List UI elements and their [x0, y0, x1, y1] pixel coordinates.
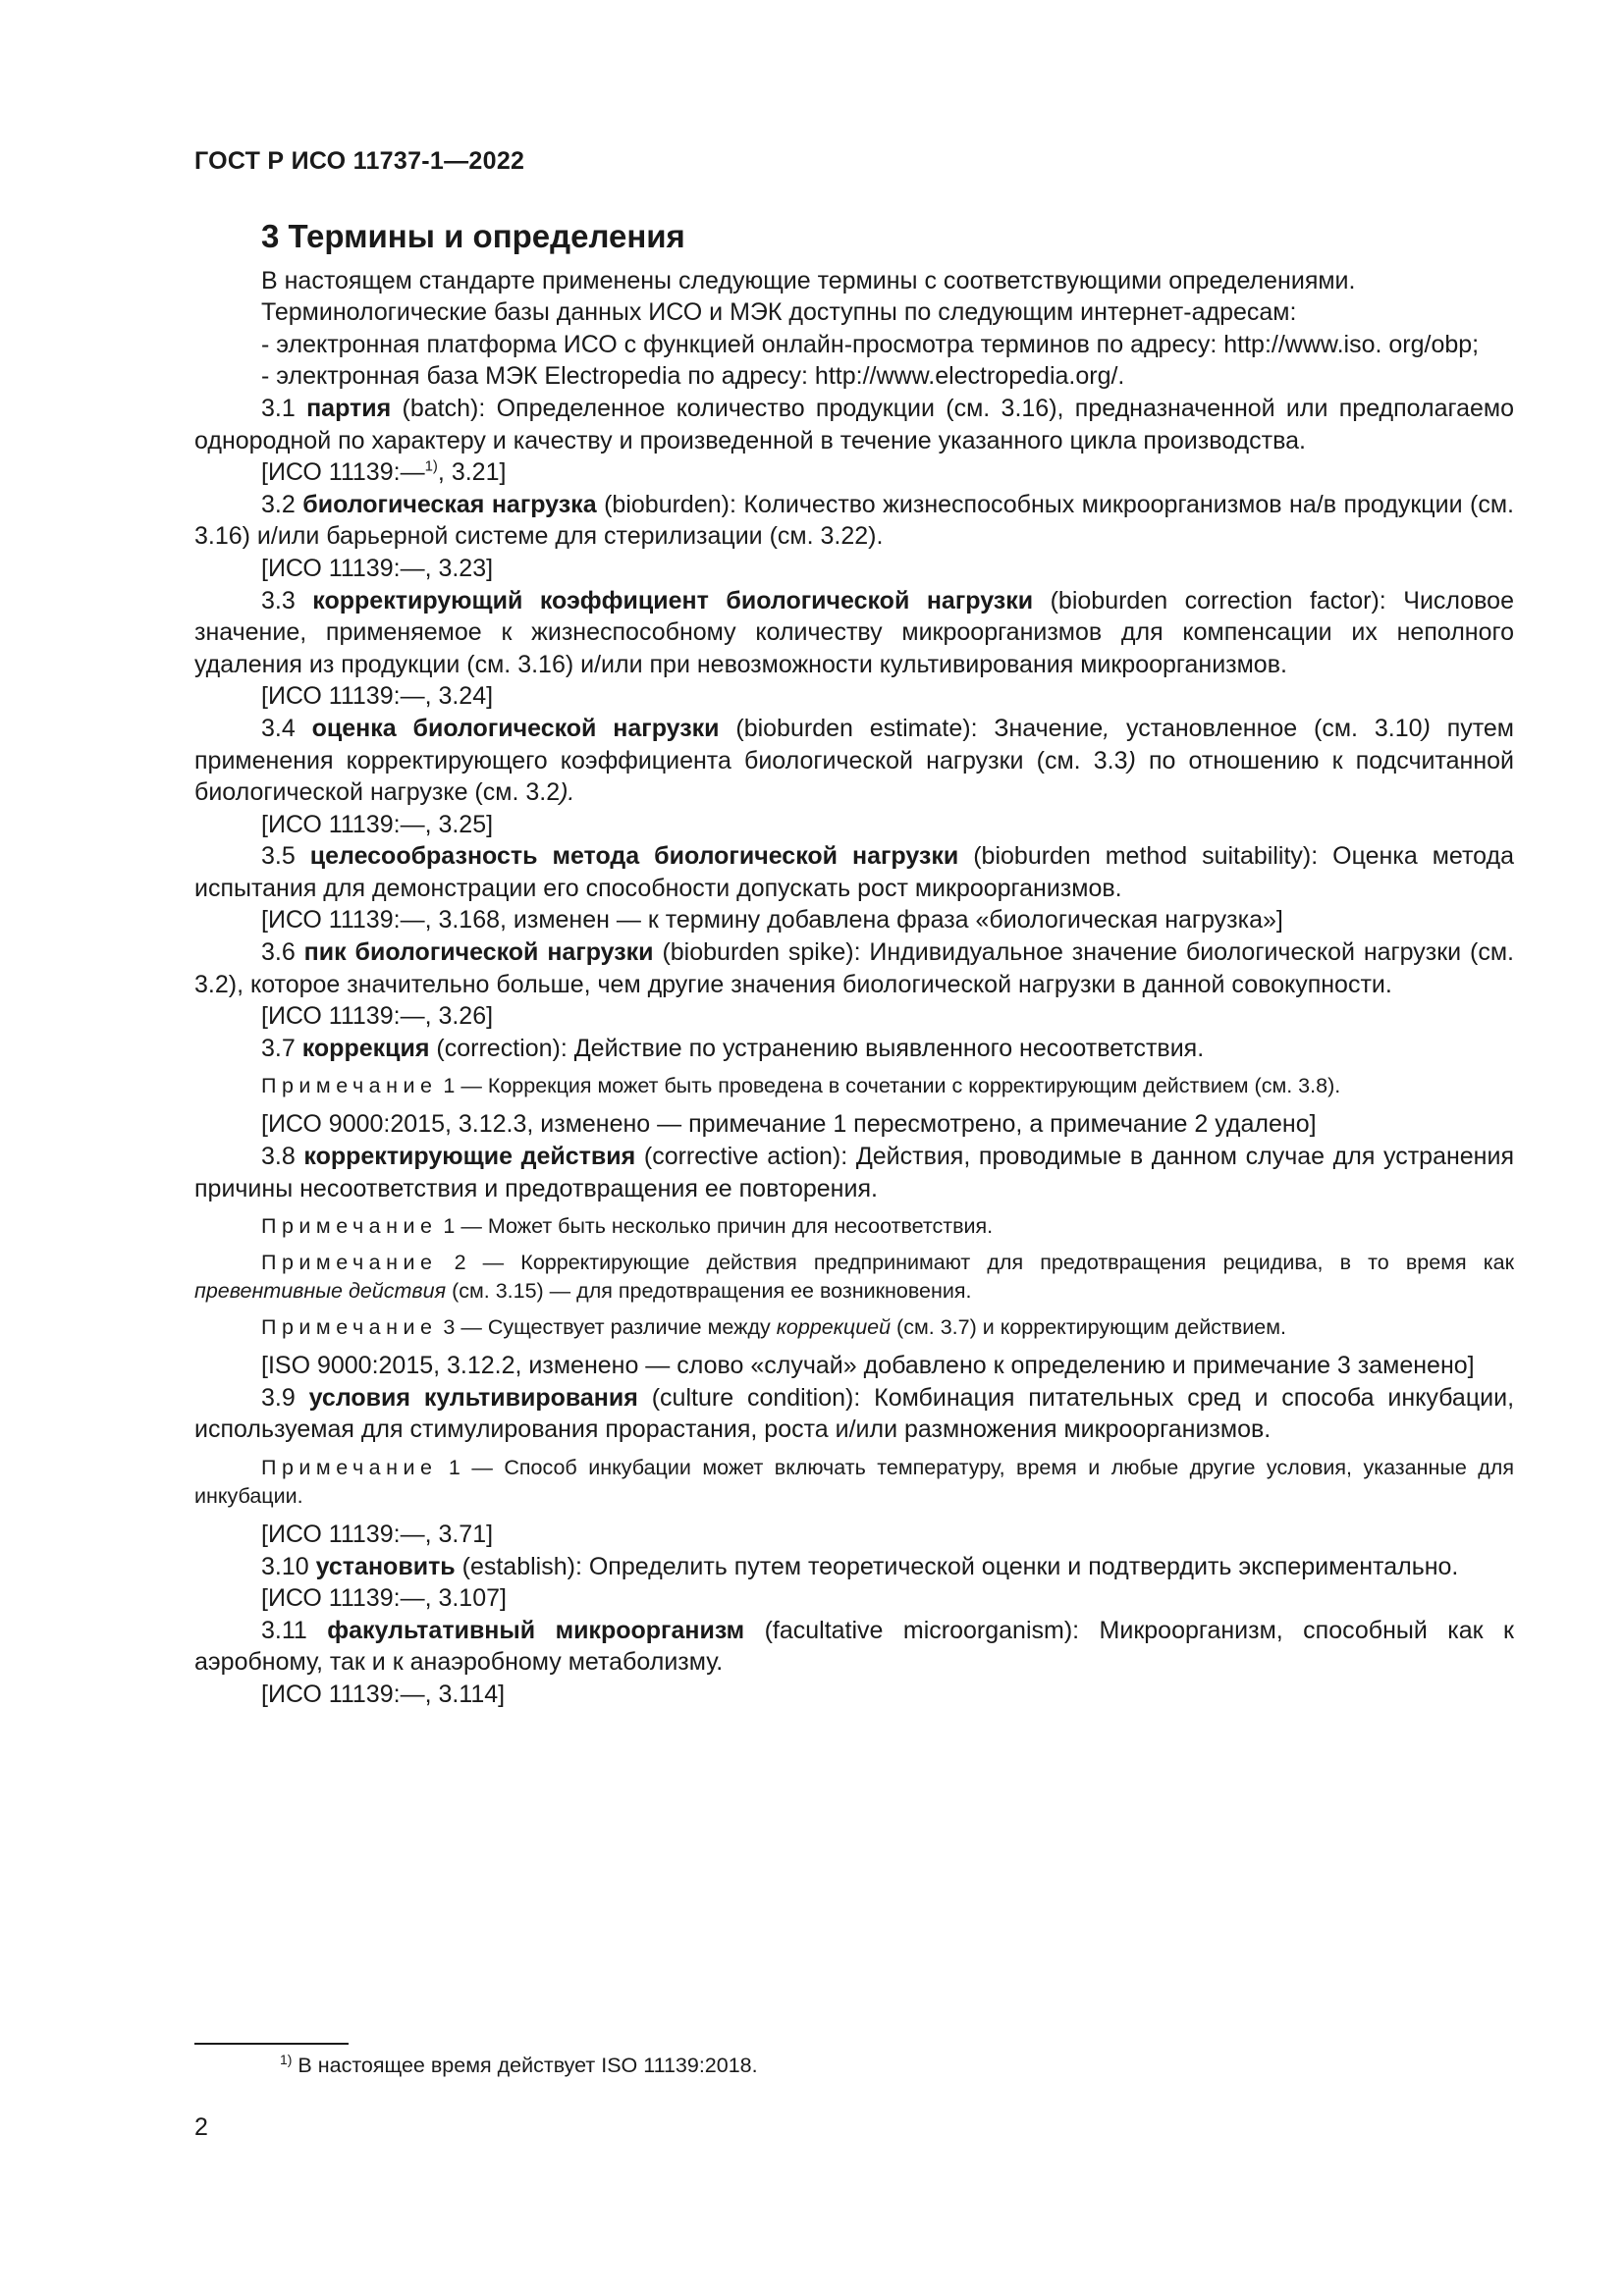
term-number: 3.4 — [261, 714, 296, 742]
term-name: целесообразность метода биологической нагрузки — [309, 842, 959, 871]
term-definition: Количество жизнеспособных микроорганизмов на/в продукции (см. 3.16) и/или барьерной системе для стерилизации (см. 3.22). — [194, 490, 1515, 551]
term-definition-italic: ) — [1422, 714, 1431, 742]
term-definition: Индивидуальное значение биологической нагрузки (см. 3.2), которое значительно больше, чем другие значения биологической нагрузки в данной совокупности. — [194, 938, 1514, 998]
term-note — [194, 1212, 1514, 1241]
term-note — [194, 1454, 1514, 1511]
term-english: (corrective action): — [635, 1143, 856, 1171]
term-entry-3-8 — [194, 1141, 1514, 1204]
note-text-italic: превентивные действия — [194, 1279, 447, 1304]
note-text: 3 — Существует различие между — [437, 1315, 777, 1340]
term-definition: путем применения корректирующего коэффициента биологической нагрузки (см. 3.3 — [194, 714, 1514, 774]
term-definition: Определенное количество продукции (см. 3.16), предназначенной или предполагаемо однородной по характеру и качеству и произведенной в течение указанного цикла производства. — [194, 394, 1514, 454]
term-name: установить — [315, 1552, 456, 1580]
term-english: (bioburden method suitability): — [958, 842, 1333, 871]
term-english: (bioburden): — [596, 490, 744, 518]
term-entry-3-7 — [194, 1033, 1514, 1065]
term-entry-3-5 — [194, 840, 1514, 904]
note-text: (см. 3.7) и корректирующим действием. — [891, 1315, 1286, 1340]
note-text-italic: коррекцией — [776, 1315, 892, 1340]
document-body — [194, 218, 1515, 1711]
term-source: [ИСО 11139:—, 3.26] — [261, 1002, 494, 1031]
intro-list-item: - электронная база МЭК Electropedia по адресу: http://www.electropedia.org/. — [261, 362, 1125, 391]
term-number: 3.8 — [261, 1143, 296, 1171]
term-definition-italic: ) — [1127, 746, 1136, 774]
note-text: 2 — Корректирующие действия предпринимают для предотвращения рецидива, в то время как — [437, 1251, 1514, 1275]
term-name: оценка биологической нагрузки — [311, 714, 720, 742]
intro-list-item: - электронная платформа ИСО с функцией онлайн-просмотра терминов по адресу: http://www.iso. org/obp; — [261, 330, 1480, 358]
term-definition: Оценка метода испытания для демонстрации его способности допускать рост микроорганизмов. — [194, 842, 1515, 902]
term-english: (correction): — [429, 1034, 574, 1062]
term-source-text: [ИСО 11139:— — [261, 458, 425, 487]
term-english: (bioburden estimate): — [719, 714, 995, 742]
term-name: корректирующие действия — [303, 1143, 636, 1171]
term-source: [ИСО 11139:—, 3.168, изменен — к термину добавлена фраза «биологическая нагрузка»] — [261, 906, 1283, 934]
term-name: факультативный микроорганизм — [327, 1616, 745, 1644]
term-number: 3.10 — [261, 1552, 309, 1580]
term-number: 3.11 — [261, 1616, 307, 1644]
term-definition: Определить путем теоретической оценки и подтвердить экспериментально. — [588, 1552, 1459, 1580]
note-text: 1 — Способ инкубации может включать температуру, время и любые другие условия, указанные для инкубации. — [194, 1456, 1514, 1508]
term-number: 3.3 — [261, 586, 296, 614]
term-definition: Действие по устранению выявленного несоответствия. — [573, 1034, 1205, 1062]
term-english: (establish): — [455, 1552, 589, 1580]
term-english: (facultative microorganism): — [744, 1616, 1100, 1644]
term-name: корректирующий коэффициент биологической нагрузки — [312, 586, 1034, 614]
term-note — [194, 1313, 1514, 1342]
footnote-text: В настоящее время действует ISO 11139:2018. — [292, 2054, 758, 2077]
term-number: 3.1 — [261, 394, 296, 422]
note-label: Примечание — [261, 1456, 438, 1479]
term-entry-3-3 — [194, 585, 1514, 681]
term-source: [ИСО 11139:—, 3.114] — [261, 1680, 506, 1708]
footnote-separator — [194, 2043, 349, 2045]
note-text: 1 — Может быть несколько причин для несоответствия. — [437, 1214, 994, 1239]
term-name: условия культивирования — [308, 1383, 638, 1412]
term-number: 3.7 — [261, 1034, 296, 1062]
term-name: коррекция — [301, 1034, 430, 1062]
term-number: 3.5 — [261, 842, 296, 871]
footnote-mark: 1) — [424, 457, 438, 475]
term-entry-3-10 — [194, 1551, 1514, 1583]
term-entry-3-1 — [194, 393, 1514, 456]
term-english: (bioburden spike): — [653, 938, 870, 967]
term-definition: Числовое значение, применяемое к жизнеспособному количеству микроорганизмов для компенсации их неполного удаления из продукции (см. 3.16) и/или при невозможности культивирования микроорганизмов. — [194, 586, 1514, 678]
term-number: 3.9 — [261, 1383, 296, 1412]
term-source: [ISO 9000:2015, 3.12.2, изменено — слово «случай» добавлено к определению и примечание 3 заменено] — [261, 1352, 1475, 1380]
note-label: Примечание — [261, 1214, 438, 1239]
term-number: 3.2 — [261, 490, 296, 518]
term-entry-3-6 — [194, 936, 1514, 1000]
note-label: Примечание — [261, 1251, 438, 1275]
term-english: (batch): — [391, 394, 497, 422]
term-source: [ИСО 11139:—, 3.23] — [261, 554, 494, 582]
section-title: 3 Термины и определения — [261, 218, 685, 254]
term-entry-3-9 — [194, 1382, 1514, 1446]
note-label: Примечание — [261, 1074, 438, 1098]
term-definition: Микроорганизм, способный как к аэробному, так и к анаэробному метаболизму. — [194, 1616, 1514, 1677]
term-note — [194, 1249, 1514, 1306]
term-source: [ИСО 11139:—, 3.25] — [261, 810, 494, 838]
term-definition-italic: ). — [560, 778, 575, 807]
term-source-text: , 3.21] — [437, 458, 507, 487]
footnote — [280, 2051, 758, 2078]
term-definition: Значение — [994, 714, 1104, 742]
term-source: [ИСО 11139:—, 3.107] — [261, 1584, 507, 1613]
term-note — [194, 1072, 1514, 1100]
term-name: пик биологической нагрузки — [303, 938, 654, 967]
term-english: (culture condition): — [637, 1383, 875, 1412]
document-header: ГОСТ Р ИСО 11737-1—2022 — [194, 147, 525, 175]
term-source: [ИСО 9000:2015, 3.12.3, изменено — примечание 1 пересмотрено, а примечание 2 удалено] — [261, 1110, 1317, 1139]
note-text: 1 — Коррекция может быть проведена в сочетании с корректирующим действием (см. 3.8). — [437, 1074, 1341, 1098]
term-source: [ИСО 11139:—, 3.24] — [261, 682, 494, 711]
term-definition: по отношению к подсчитанной биологической нагрузке (см. 3.2 — [194, 746, 1515, 807]
page-number: 2 — [194, 2113, 208, 2141]
note-text: (см. 3.15) — для предотвращения ее возникновения. — [446, 1279, 972, 1304]
term-entry-3-11 — [194, 1615, 1514, 1679]
term-definition: Комбинация питательных сред и способа инкубации, используемая для стимулирования прорастания, роста и/или размножения микроорганизмов. — [194, 1383, 1515, 1444]
intro-paragraph: В настоящем стандарте применены следующие термины с соответствующими определениями. — [261, 266, 1356, 294]
term-entry-3-4 — [194, 713, 1514, 809]
term-number: 3.6 — [261, 938, 296, 967]
term-source — [194, 456, 1514, 489]
intro-paragraph: Терминологические базы данных ИСО и МЭК доступны по следующим интернет-адресам: — [261, 298, 1297, 327]
term-definition-italic: , — [1103, 714, 1110, 742]
term-english: (bioburden correction factor): — [1033, 586, 1404, 614]
term-source: [ИСО 11139:—, 3.71] — [261, 1521, 494, 1548]
note-label: Примечание — [261, 1315, 438, 1340]
term-name: партия — [306, 394, 392, 422]
term-definition: Действия, проводимые в данном случае для устранения причины несоответствия и предотвращения ее повторения. — [194, 1143, 1514, 1202]
footnote-mark: 1) — [280, 2051, 293, 2067]
term-entry-3-2 — [194, 489, 1514, 553]
term-name: биологическая нагрузка — [302, 490, 597, 518]
term-definition: установленное (см. 3.10 — [1110, 714, 1423, 742]
